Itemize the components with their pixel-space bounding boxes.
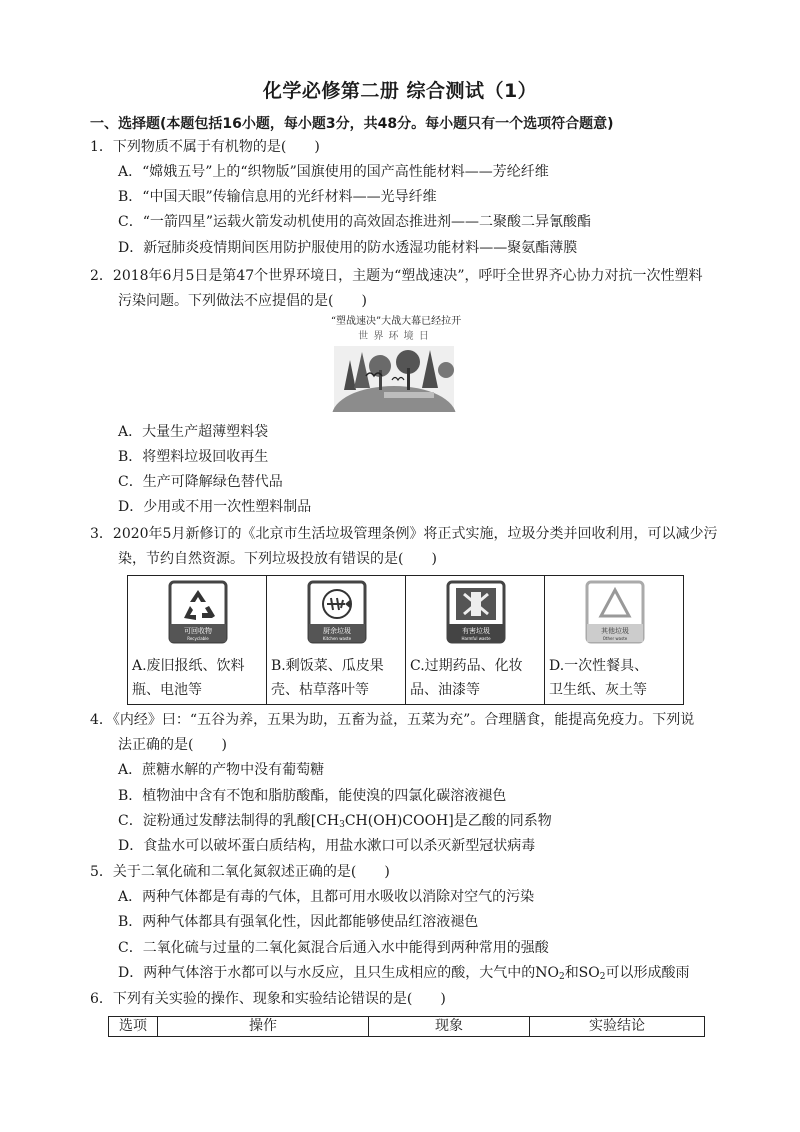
q5-stem: 5．关于二氧化硫和二氧化氮叙述正确的是( ) bbox=[90, 864, 390, 880]
poster-subtitle: 世 界 环 境 日 bbox=[358, 331, 430, 342]
q6-table-header-row bbox=[109, 1017, 705, 1037]
q1-option-b: B．“中国天眼”传输信息用的光纤材料——光导纤维 bbox=[118, 189, 437, 205]
poster-caption: “塑战速决”大战大幕已经拉开 bbox=[330, 316, 462, 327]
q4-stem-line1: 4．《内经》曰：“五谷为养，五果为助，五畜为益，五菜为充”。合理膳食，能提高免疫力。下列说 bbox=[90, 712, 695, 728]
q1-option-a: A．“嫦娥五号”上的“织物版”国旗使用的国产高性能材料——芳纶纤维 bbox=[118, 164, 549, 180]
q5-option-d-sub1: 2 bbox=[558, 972, 565, 982]
bin-cell-harmful bbox=[406, 576, 545, 705]
q4-option-c-sub: 3 bbox=[339, 820, 345, 830]
section-heading: 一、选择题(本题包括16小题，每小题3分，共48分。每小题只有一个选项符合题意) bbox=[90, 116, 614, 132]
bin-desc-c-line1: C.过期药品、化妆 bbox=[410, 658, 523, 674]
bin-desc-b-line1: B.剩饭菜、瓜皮果 bbox=[271, 658, 384, 674]
q5-option-b: B．两种气体都具有强氧化性，因此都能够使品红溶液褪色 bbox=[118, 914, 479, 930]
garbage-bins-table bbox=[127, 575, 684, 705]
q5-option-c: C．二氧化硫与过量的二氧化氮混合后通入水中能得到两种常用的强酸 bbox=[118, 940, 549, 956]
bin-en-recyclable: Recyclable bbox=[187, 636, 209, 641]
bin-en-harmful: Harmful waste bbox=[461, 636, 491, 641]
page-title: 化学必修第二册 综合测试（1） bbox=[262, 80, 538, 102]
bin-cell-other bbox=[545, 576, 684, 705]
q1-stem: 1．下列物质不属于有机物的是( ) bbox=[90, 139, 320, 155]
q2-stem-line2: 污染问题。下列做法不应提倡的是( ) bbox=[118, 293, 367, 309]
bin-label-harmful: 有害垃圾 bbox=[462, 627, 490, 635]
q4-option-b: B．植物油中含有不饱和脂肪酸酯，能使溴的四氯化碳溶液褪色 bbox=[118, 788, 507, 804]
bin-label-kitchen: 厨余垃圾 bbox=[323, 627, 351, 635]
bin-cell-kitchen bbox=[267, 576, 406, 705]
q6-header-operation: 操作 bbox=[158, 1017, 369, 1037]
q5-option-d-pre: D．两种气体溶于水都可以与水反应，且只生成相应的酸，大气中的NO bbox=[118, 965, 559, 981]
q3-stem-line2: 染，节约自然资源。下列垃圾投放有错误的是( ) bbox=[118, 551, 437, 567]
q1-option-c: C．“一箭四星”运载火箭发动机使用的高效固态推进剂——二聚酸二异氰酸酯 bbox=[118, 214, 592, 230]
q5-option-d bbox=[118, 963, 690, 987]
q2-option-b: B．将塑料垃圾回收再生 bbox=[118, 449, 269, 465]
world-environment-day-poster bbox=[330, 316, 462, 412]
q5-option-d-post: 可以形成酸雨 bbox=[605, 965, 690, 981]
triangle-icon bbox=[585, 580, 645, 644]
q2-stem-line1: 2．2018年6月5日是第47个世界环境日，主题为“塑战速决”，呼吁全世界齐心协力对抗一次性塑料 bbox=[90, 268, 703, 284]
q6-header-phenomenon: 现象 bbox=[369, 1017, 530, 1037]
q4-option-c-post: CH(OH)COOH]是乙酸的同系物 bbox=[344, 813, 552, 829]
q4-option-c bbox=[118, 811, 552, 835]
q6-header-conclusion: 实验结论 bbox=[530, 1017, 705, 1037]
bin-en-other: Other waste bbox=[602, 636, 628, 641]
bin-label-other: 其他垃圾 bbox=[601, 627, 629, 635]
recycle-icon bbox=[168, 580, 228, 644]
q4-stem-line2: 法正确的是( ) bbox=[118, 737, 227, 753]
q2-option-c: C．生产可降解绿色替代品 bbox=[118, 474, 283, 490]
q6-table bbox=[108, 1016, 705, 1037]
battery-cross-icon bbox=[446, 580, 506, 644]
q1-option-d: D．新冠肺炎疫情期间医用防护服使用的防水透湿功能材料——聚氨酯薄膜 bbox=[118, 240, 578, 256]
bin-desc-a-line2: 瓶、电池等 bbox=[132, 682, 202, 698]
q2-option-a: A．大量生产超薄塑料袋 bbox=[118, 424, 269, 440]
bin-desc-b-line2: 壳、枯草落叶等 bbox=[271, 682, 369, 698]
q6-stem: 6．下列有关实验的操作、现象和实验结论错误的是( ) bbox=[90, 991, 446, 1007]
fish-bone-icon bbox=[307, 580, 367, 644]
bin-desc-d-line2: 卫生纸、灰土等 bbox=[549, 682, 647, 698]
q5-option-d-mid: 和SO bbox=[564, 965, 600, 981]
q4-option-a: A．蔗糖水解的产物中没有葡萄糖 bbox=[118, 762, 325, 778]
q3-stem-line1: 3．2020年5月新修订的《北京市生活垃圾管理条例》将正式实施，垃圾分类并回收利用，可以减少污 bbox=[90, 526, 718, 542]
bin-cell-recyclable bbox=[128, 576, 267, 705]
bin-desc-d-line1: D.一次性餐具、 bbox=[549, 658, 649, 674]
q4-option-d: D．食盐水可以破坏蛋白质结构，用盐水漱口可以杀灭新型冠状病毒 bbox=[118, 838, 536, 854]
q4-option-c-pre: C．淀粉通过发酵法制得的乳酸[CH bbox=[118, 813, 340, 829]
bin-desc-a-line1: A.废旧报纸、饮料 bbox=[132, 658, 245, 674]
q5-option-a: A．两种气体都是有毒的气体，且都可用水吸收以消除对空气的污染 bbox=[118, 889, 535, 905]
earth-forest-icon bbox=[330, 320, 458, 412]
q2-option-d: D．少用或不用一次性塑料制品 bbox=[118, 499, 312, 515]
bin-desc-c-line2: 品、油漆等 bbox=[410, 682, 480, 698]
bin-en-kitchen: Kitchen waste bbox=[322, 636, 352, 641]
q5-option-d-sub2: 2 bbox=[599, 972, 606, 982]
bin-label-recyclable: 可回收物 bbox=[184, 627, 212, 635]
q6-header-option: 选项 bbox=[109, 1017, 158, 1037]
